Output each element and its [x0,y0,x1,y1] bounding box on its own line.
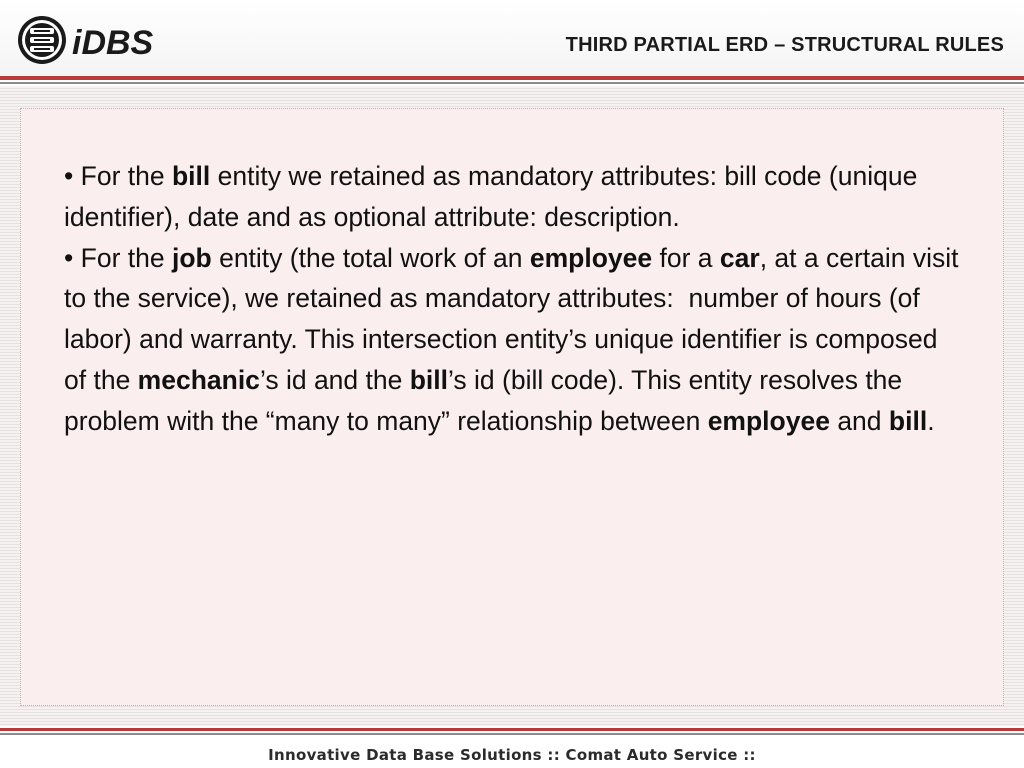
text-run: , at a certain visit to the service), we retained as mandatory attributes: number of hours (of labor) and warranty. This intersection entity’s unique identifier is composed of the [64,242,959,395]
bold-term: mechanic [137,364,260,395]
idbs-logo [16,12,176,70]
header-rule-accent [0,76,1024,80]
footer-rule-accent [0,728,1024,731]
text-run: ’s id and the [259,364,410,395]
content-text [64,156,964,442]
bold-term: employee [529,242,653,273]
text-run: ’s id (bill code). This entity resolves the problem with the “many to many” relationship between [64,364,903,436]
bold-term: bill [888,405,928,436]
text-run: entity (the total work of an [211,242,530,273]
text-run: • For the [64,161,172,191]
header-rule-gray [0,82,1024,84]
text-run: for a [652,242,720,273]
bullet-bill-entity [64,156,964,238]
text-run: and [829,405,889,436]
bold-term: bill [171,161,211,191]
slide-title: THIRD PARTIAL ERD – STRUCTURAL RULES [565,34,1004,56]
bold-term: employee [707,405,830,436]
bold-term: bill [409,364,449,395]
text-run: • For the [64,242,172,273]
bullet-job-entity [64,238,964,442]
footer-rule-gray [0,733,1024,735]
text-run: entity we retained as mandatory attributes: bill code (unique identifier), date and as optional attribute: description. [64,161,918,232]
header [0,0,1024,76]
text-run: . [927,405,935,436]
bold-term: job [171,242,212,273]
footer-text: Innovative Data Base Solutions :: Comat Auto Service :: [268,746,756,764]
footer [0,737,1024,768]
logo-text: iDBS [72,24,154,62]
bold-term: car [719,242,760,273]
